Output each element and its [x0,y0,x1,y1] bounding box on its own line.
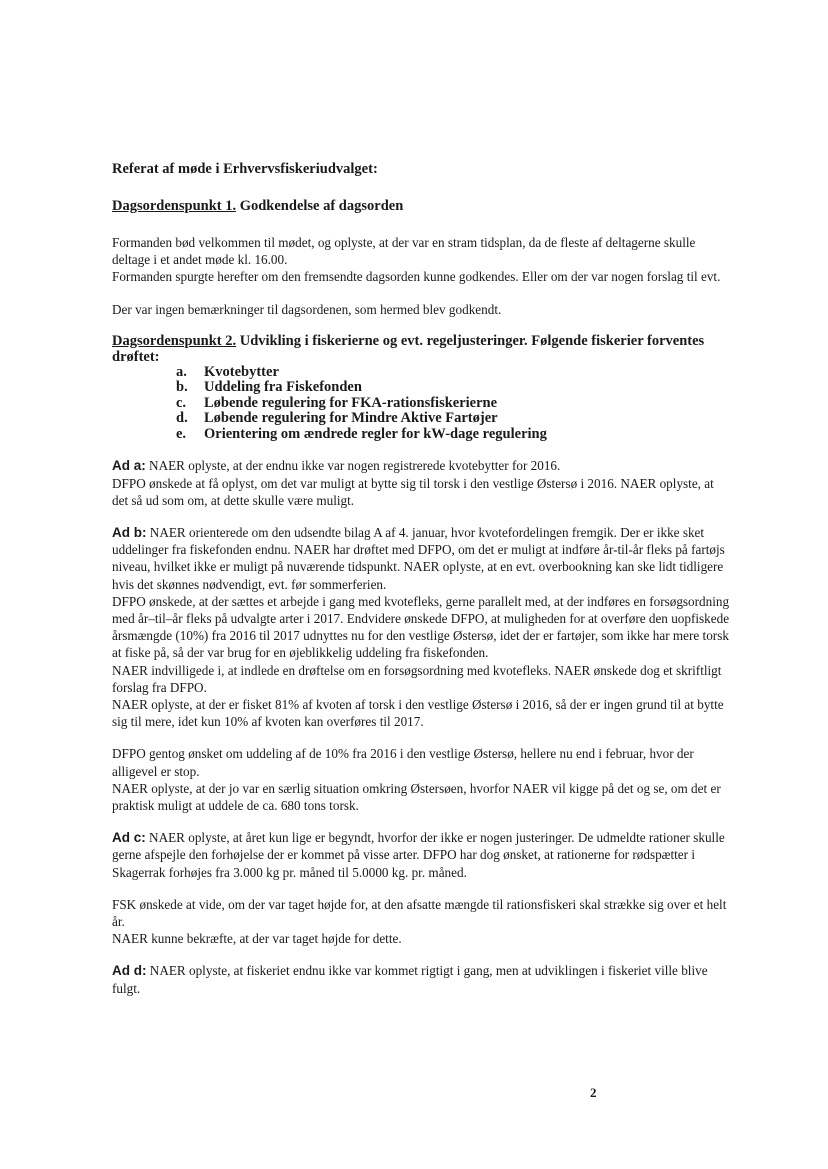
agenda-item-1-heading [112,198,732,214]
ad-c-label: Ad c: [112,830,146,846]
ad-b-paragraph-3: NAER indvilligede i, at indlede en drøftelse om en forsøgsordning med kvotefleks. NAER ønskede dog et skriftligt forslag fra DFPO. [112,662,722,695]
ad-b-paragraph-5: DFPO gentog ønsket om uddeling af de 10% fra 2016 i den vestlige Østersø, hellere nu end i februar, hvor der alligevel er stop. [112,746,694,779]
item1-paragraph-3: Der var ingen bemærkninger til dagsordenen, som hermed blev godkendt. [112,301,502,317]
ad-a-paragraph-2: DFPO ønskede at få oplyst, om det var muligt at bytte sig til torsk i den vestlige Østersø i 2016. NAER oplyste, at det så ud som om, at dette skulle være muligt. [112,475,714,508]
list-item: c. Løbende regulering for FKA-rationsfiskerierne [176,394,498,411]
list-item: d. Løbende regulering for Mindre Aktive Fartøjer [176,410,498,427]
ad-b-label: Ad b: [112,524,147,540]
item1-paragraph-1: Formanden bød velkommen til mødet, og oplyste, at der var en stram tidsplan, da de fleste af deltagerne skulle deltage i et andet møde kl. 16.00. [112,235,696,268]
ad-a-paragraph-1: Ad a: NAER oplyste, at der endnu ikke var nogen registrerede kvotebytter for 2016. [112,458,561,474]
ad-b-paragraph-1: Ad b: NAER orienterede om den udsendte bilag A af 4. januar, hvor kvotefordelingen fremgik. Der er ikke sket uddelinger fra fiskefonden endnu. NAER har drøftet med DFPO, om det er muligt at indføre år-til-år fleks på fartøjs niveau, hvilket ikke er muligt på nuværende tidspunkt. NAER oplyste, at en evt. overbookning kan ske lidt tidligere hvis det skønnes nødvendigt, evt. før sommerferien. [112,524,725,592]
agenda-item-1-label: Dagsordenspunkt 1. [112,198,237,214]
ad-b-paragraph-6: NAER oplyste, at der jo var en særlig situation omkring Østersøen, hvorfor NAER vil kigge på det og se, om det er praktisk muligt at uddele de ca. 680 tons torsk. [112,780,721,813]
ad-c-paragraph-3: NAER kunne bekræfte, at der var taget højde for dette. [112,931,402,947]
list-item: b. Uddeling fra Fiskefonden [176,379,362,396]
item1-paragraph-2: Formanden spurgte herefter om den fremsendte dagsorden kunne godkendes. Eller om der var nogen forslag til evt. [112,269,721,285]
document-body [112,160,732,997]
agenda-item-2-label: Dagsordenspunkt 2. [112,332,237,349]
ad-c-paragraph-2: FSK ønskede at vide, om der var taget højde for, at den afsatte mængde til rationsfiskeri skal strække sig over et helt år. [112,896,727,929]
agenda-item-2-heading [112,333,732,365]
agenda-subitem-list [112,365,732,443]
page-number: 2 [590,1085,597,1100]
document-title: Referat af møde i Erhvervsfiskeriudvalget: [112,161,378,177]
ad-d-label: Ad d: [112,963,147,979]
agenda-item-2-title: Udvikling i fiskerierne og evt. regeljusteringer. Følgende fiskerier forventes drøftet: [112,332,705,365]
ad-b-paragraph-4: NAER oplyste, at der er fisket 81% af kvoten af torsk i den vestlige Østersø i 2016, så der er ingen grund til at bytte sig til mere, idet kun 10% af kvoten kan overføres til 2017. [112,696,724,730]
ad-c-paragraph-1: Ad c: NAER oplyste, at året kun lige er begyndt, hvorfor der ikke er nogen justeringer. De udmeldte rationer skulle gerne afspejle den forhøjelse der er kommet på visse arter. DFPO har dog ønsket, at rationerne for rødspætter i Skagerrak forhøjes fra 3.000 kg pr. måned til 5.0000 kg. pr. måned. [112,830,725,880]
list-item: a. Kvotebytter [176,363,279,380]
ad-b-paragraph-2: DFPO ønskede, at der sættes et arbejde i gang med kvotefleks, gerne parallelt med, at der indføres en forsøgsordning med år–til–år fleks på udvalgte arter i 2017. Endvidere ønskede DFPO, at muligheden for at overføre den uopfiskede årsmængde (10%) fra 2016 til 2017 udnyttes nu for den vestlige Østersø, idet der er fartøjer, som ikke har mere torsk at fiske på, så der var brug for en øjeblikkelig uddeling fra fiskefonden. [112,593,730,661]
ad-a-label: Ad a: [112,458,146,474]
list-item: e. Orientering om ændrede regler for kW-dage regulering [176,425,547,442]
ad-d-paragraph-1: Ad d: NAER oplyste, at fiskeriet endnu ikke var kommet rigtigt i gang, men at udviklingen i fiskeriet ville blive fulgt. [112,963,708,996]
agenda-item-1-title: Godkendelse af dagsorden [236,198,404,214]
